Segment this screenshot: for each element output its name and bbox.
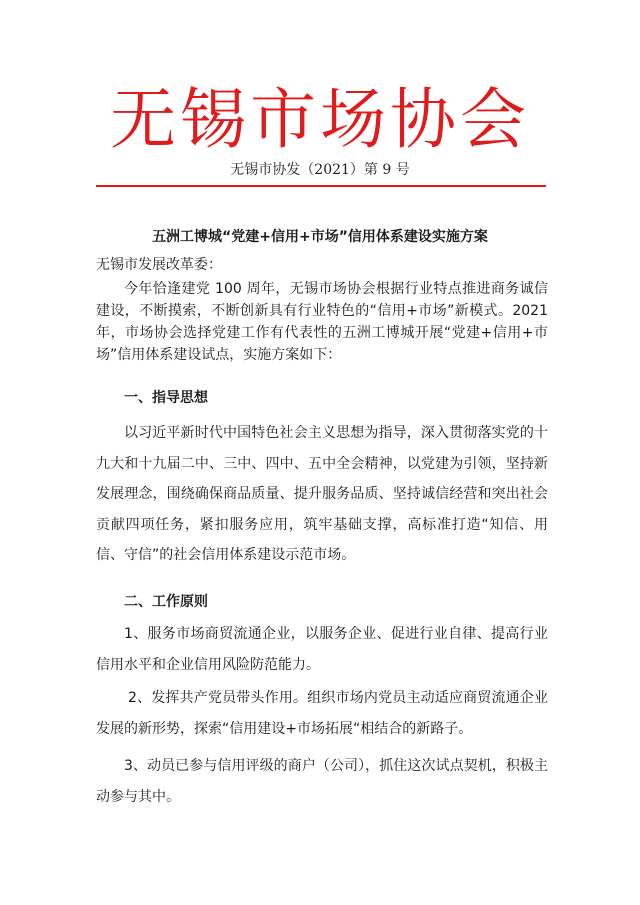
intro-paragraph: 今年恰逢建党 100 周年，无锡市场协会根据行业特点推进商务诚信建设，不断摸索，不断创新具有行业特色的“信用+市场”新模式。2021 年，市场协会选择党建工作有代表性的五洲工博城开展“党建+信用+市场”信用体系建设试点，实施方案如下： [96, 281, 548, 363]
principle-item: 3、动员已参与信用评级的商户（公司），抓住这次试点契机，积极主动参与其中。 [96, 758, 548, 805]
guiding-ideology-paragraph: 以习近平新时代中国特色社会主义思想为指导，深入贯彻落实党的十九大和十九届二中、三中、四中、五中全会精神，以党建为引领，坚持新发展理念，围绕确保商品质量、提升服务品质、坚持诚信经营和突出社会贡献四项任务，紧扣服务应用，筑牢基础支撑，高标准打造“知信、用信、守信”的社会信用体系建设示范市场。 [96, 425, 548, 563]
principle-item: 1、服务市场商贸流通企业，以服务企业、促进行业自律、提高行业信用水平和企业信用风险防范能力。 [96, 626, 548, 673]
document-title: 五洲工博城“党建+信用+市场”信用体系建设实施方案 [152, 229, 488, 245]
section-heading-work-principles: 二、工作原则 [124, 594, 208, 610]
organization-name-header: 无锡市场协会 [110, 81, 530, 158]
principle-item: 2、发挥共产党员带头作用。组织市场内党员主动适应商贸流通企业发展的新形势，探索“信用建设+市场拓展“相结合的新路子。 [96, 690, 548, 737]
document-number: 无锡市协发（2021）第 9 号 [230, 162, 410, 178]
section-heading-guiding-ideology: 一、指导思想 [124, 390, 208, 406]
addressee: 无锡市发展改革委： [96, 257, 222, 273]
header-divider [96, 185, 546, 187]
